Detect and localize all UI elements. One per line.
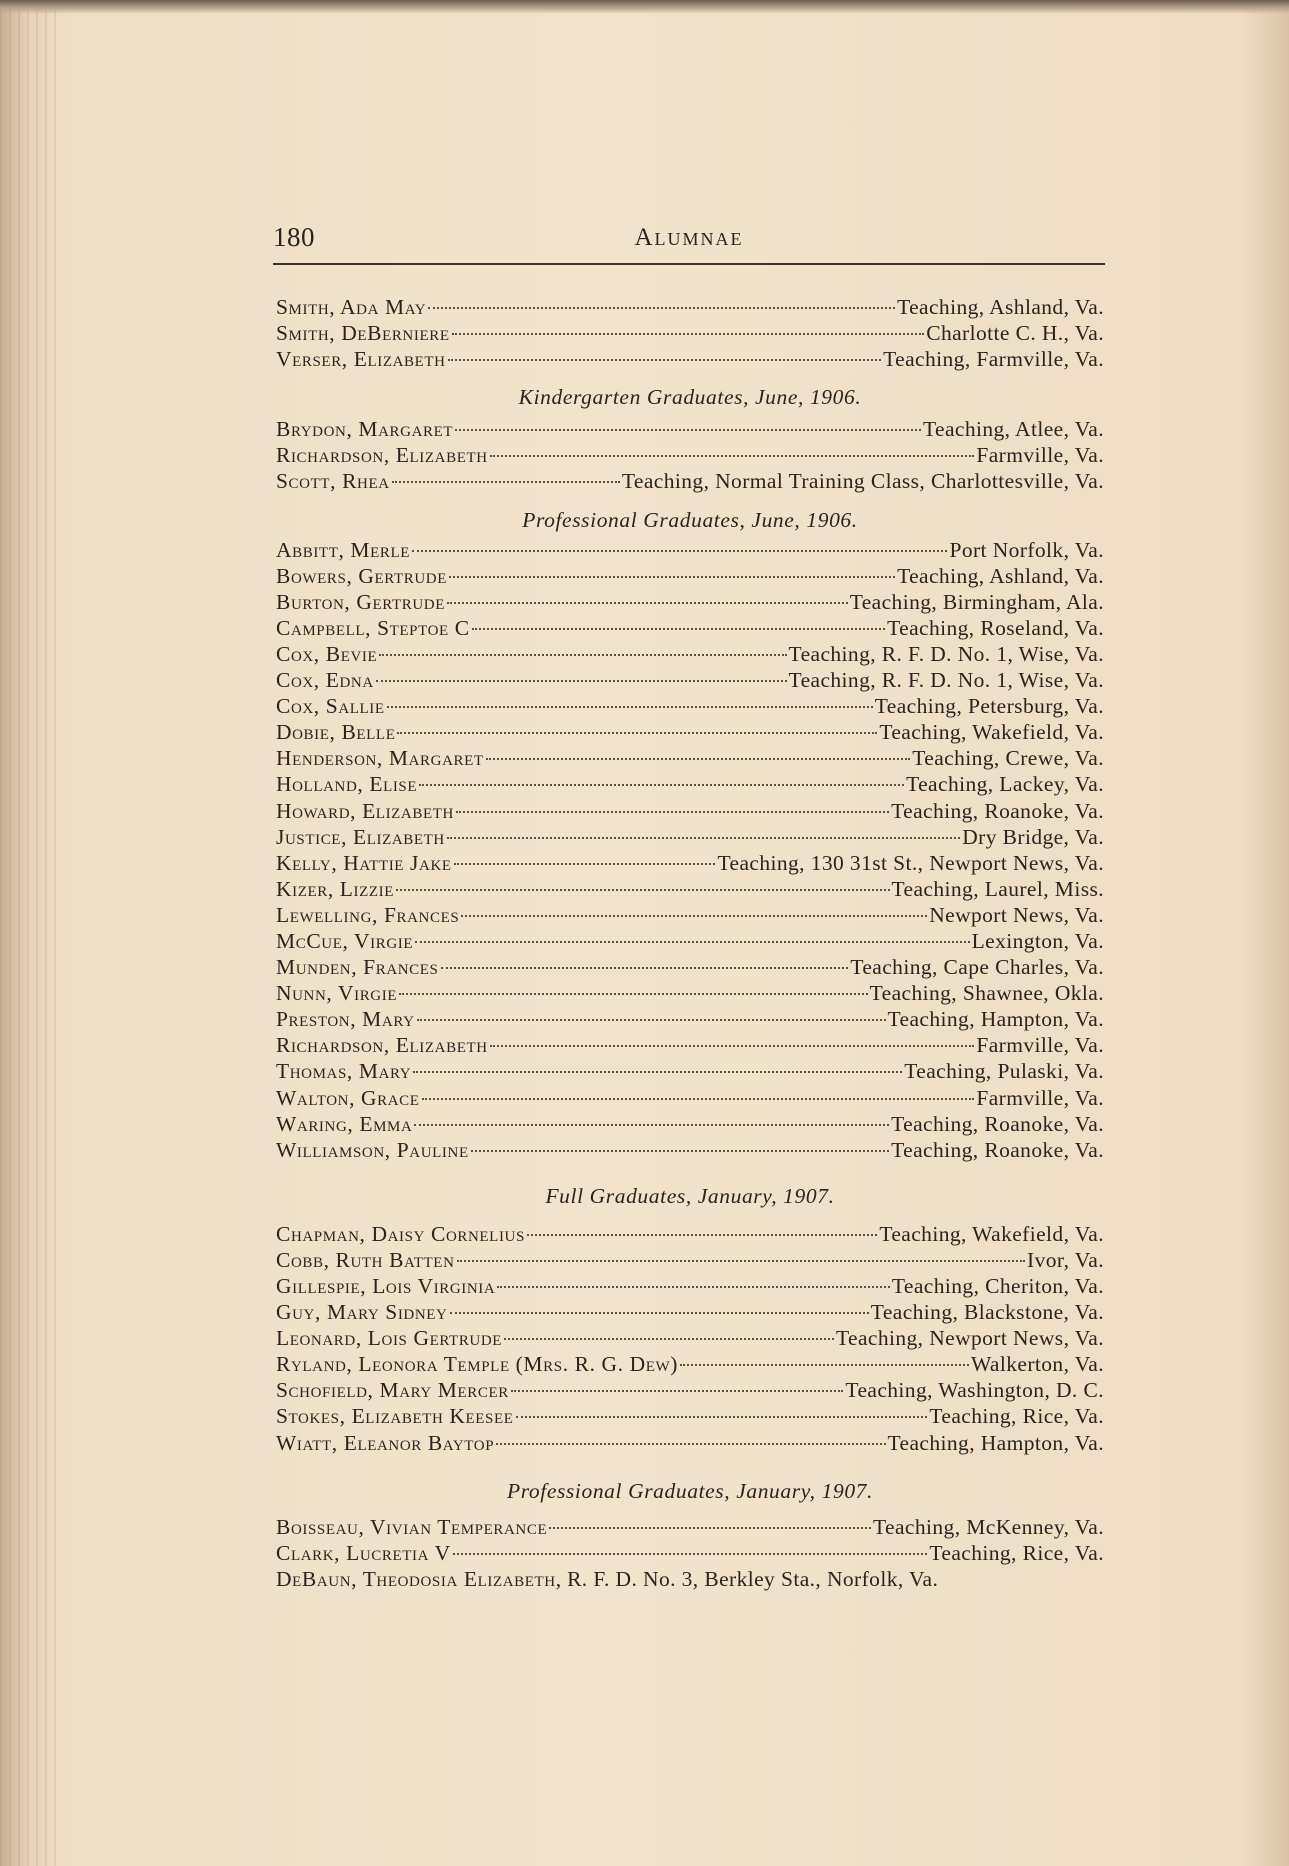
alumna-detail: Charlotte C. H., Va. <box>926 321 1104 346</box>
list-item <box>276 1006 1104 1032</box>
alumna-detail: Walkerton, Va. <box>970 1352 1104 1377</box>
spacer <box>276 1163 1104 1183</box>
section-heading: Full Graduates, January, 1907. <box>545 1183 835 1208</box>
alumna-detail: Teaching, Normal Training Class, Charlottesville, Va. <box>621 469 1104 494</box>
alumna-name: Guy, Mary Sidney <box>276 1300 448 1325</box>
list-item <box>276 876 1104 902</box>
alumna-detail: Farmville, Va. <box>976 1085 1104 1110</box>
dot-leader <box>447 602 848 604</box>
dot-leader <box>461 915 927 917</box>
alumna-detail: Dry Bridge, Va. <box>962 824 1104 849</box>
alumna-detail: Teaching, Shawnee, Okla. <box>869 981 1104 1006</box>
dot-leader <box>472 628 885 630</box>
dot-leader <box>497 1286 890 1288</box>
alumna-detail: Lexington, Va. <box>971 928 1104 953</box>
alumna-name: Boisseau, Vivian Temperance <box>276 1514 548 1539</box>
list-item <box>276 346 1104 372</box>
alumna-detail: Newport News, Va. <box>929 902 1104 927</box>
list-item <box>276 416 1104 442</box>
alumna-name: Chapman, Daisy Cornelius <box>276 1221 525 1246</box>
section-kindergarten-1906 <box>276 416 1104 494</box>
dot-leader <box>680 1364 969 1366</box>
dot-leader <box>392 481 620 483</box>
alumna-name: Nunn, Virgie <box>276 981 398 1006</box>
list-item <box>276 693 1104 719</box>
alumna-name: Cox, Sallie <box>276 694 385 719</box>
section-heading: Professional Graduates, January, 1907. <box>507 1478 873 1503</box>
alumna-detail: Teaching, R. F. D. No. 1, Wise, Va. <box>788 641 1104 666</box>
alumna-detail: Teaching, Rice, Va. <box>929 1404 1104 1429</box>
dot-leader <box>452 333 925 335</box>
alumna-detail: Teaching, Petersburg, Va. <box>874 694 1104 719</box>
list-item <box>276 1058 1104 1084</box>
dot-leader <box>549 1527 871 1529</box>
alumna-name: Henderson, Margaret <box>276 746 484 771</box>
dot-leader <box>455 429 921 431</box>
alumna-name: Munden, Frances <box>276 955 439 980</box>
alumna-detail: Teaching, Ashland, Va. <box>897 563 1104 588</box>
alumna-name: Lewelling, Frances <box>276 902 460 927</box>
dot-leader <box>454 863 716 865</box>
list-item <box>276 1137 1104 1163</box>
alumna-name: Campbell, Steptoe C <box>276 615 470 640</box>
spacer <box>276 1456 1104 1478</box>
alumna-detail: Teaching, McKenney, Va. <box>873 1514 1104 1539</box>
alumna-detail: Teaching, Roanoke, Va. <box>891 1111 1104 1136</box>
dot-leader <box>496 1443 885 1445</box>
alumna-detail: Teaching, Pulaski, Va. <box>904 1059 1104 1084</box>
alumna-name: Dobie, Belle <box>276 720 396 745</box>
alumna-name: Holland, Elise <box>276 772 418 797</box>
alumna-detail: Teaching, 130 31st St., Newport News, Va. <box>717 850 1104 875</box>
alumna-name: Thomas, Mary <box>276 1059 412 1084</box>
alumna-name: Cobb, Ruth Batten <box>276 1247 455 1272</box>
alumna-detail: Teaching, Newport News, Va. <box>835 1326 1104 1351</box>
dot-leader <box>414 1124 889 1126</box>
dot-leader <box>527 1234 877 1236</box>
dot-leader <box>456 811 889 813</box>
dot-leader <box>376 680 787 682</box>
alumna-detail: Teaching, Cheriton, Va. <box>891 1274 1104 1298</box>
list-item <box>276 1273 1104 1299</box>
alumna-name: Richardson, Elizabeth <box>276 1033 488 1058</box>
alumna-name: Schofield, Mary Mercer <box>276 1378 509 1403</box>
alumna-name: Brydon, Margaret <box>276 417 454 442</box>
dot-leader <box>417 1019 886 1021</box>
page-header <box>273 218 1105 258</box>
list-item <box>276 850 1104 876</box>
spacer <box>276 495 1104 507</box>
dot-leader <box>490 455 975 457</box>
list-item <box>276 771 1104 797</box>
dot-leader <box>457 1260 1026 1262</box>
alumna-detail: Teaching, Wakefield, Va. <box>879 720 1104 745</box>
section-professional-1906 <box>276 537 1104 1163</box>
list-item <box>276 563 1104 589</box>
alumna-detail: Ivor, Va. <box>1027 1247 1104 1272</box>
alumna-detail: Teaching, Roanoke, Va. <box>891 1137 1104 1162</box>
list-item <box>276 1514 1104 1540</box>
list-item <box>276 1540 1104 1566</box>
alumna-name: Clark, Lucretia V <box>276 1540 451 1565</box>
dot-leader <box>428 307 895 309</box>
list-item <box>276 320 1104 346</box>
alumna-detail: Teaching, Cape Charles, Va. <box>850 955 1104 980</box>
list-item <box>276 1325 1104 1351</box>
dot-leader <box>413 1071 902 1073</box>
dot-leader <box>419 784 904 786</box>
dot-leader <box>397 732 877 734</box>
list-item <box>276 294 1104 320</box>
dot-leader <box>412 550 947 552</box>
alumna-name: Richardson, Elizabeth <box>276 443 488 468</box>
list-item <box>276 1351 1104 1377</box>
alumna-detail: Teaching, Roseland, Va. <box>887 615 1104 640</box>
running-title: Alumnae <box>634 224 744 251</box>
alumna-name: DeBaun, Theodosia Elizabeth, <box>276 1566 562 1591</box>
list-item <box>276 1299 1104 1325</box>
alumna-detail: Teaching, R. F. D. No. 1, Wise, Va. <box>788 668 1104 693</box>
alumna-detail: Teaching, Laurel, Miss. <box>891 876 1104 901</box>
list-item <box>276 537 1104 563</box>
alumna-name: Williamson, Pauline <box>276 1137 469 1162</box>
section-heading: Professional Graduates, June, 1906. <box>522 507 858 532</box>
alumna-name: Bowers, Gertrude <box>276 563 447 588</box>
dot-leader <box>399 993 868 995</box>
alumna-name: Cox, Edna <box>276 668 374 693</box>
alumna-detail: Port Norfolk, Va. <box>949 537 1104 562</box>
alumna-detail: Teaching, Rice, Va. <box>929 1540 1104 1565</box>
alumna-detail: Teaching, Hampton, Va. <box>887 1007 1104 1032</box>
page-number: 180 <box>273 222 315 252</box>
alumna-name: Scott, Rhea <box>276 469 390 494</box>
list-item <box>276 641 1104 667</box>
spacer <box>276 372 1104 384</box>
alumna-detail: Teaching, Hampton, Va. <box>887 1430 1104 1455</box>
alumna-name: Smith, DeBerniere <box>276 321 450 346</box>
page-top-shadow <box>0 0 1289 14</box>
section-full-1907 <box>276 1221 1104 1456</box>
header-rule <box>273 263 1105 265</box>
alumna-detail: R. F. D. No. 3, Berkley Sta., Norfolk, Va. <box>567 1566 939 1591</box>
alumna-name: Justice, Elizabeth <box>276 824 445 849</box>
dot-leader <box>396 889 890 891</box>
dot-leader <box>471 1150 889 1152</box>
dot-leader <box>448 359 882 361</box>
list-item <box>276 667 1104 693</box>
alumna-detail: Teaching, Washington, D. C. <box>845 1378 1104 1403</box>
alumna-name: Kelly, Hattie Jake <box>276 850 452 875</box>
list-item <box>276 798 1104 824</box>
list-item <box>276 615 1104 641</box>
alumna-name: Preston, Mary <box>276 1007 415 1032</box>
alumna-detail: Farmville, Va. <box>976 443 1104 468</box>
dot-leader <box>516 1416 928 1418</box>
list-item <box>276 1221 1104 1247</box>
list-item <box>276 1403 1104 1429</box>
dot-leader <box>490 1045 975 1047</box>
alumna-detail: Teaching, Farmville, Va. <box>883 347 1104 372</box>
dot-leader <box>379 654 786 656</box>
section-heading: Kindergarten Graduates, June, 1906. <box>518 385 862 410</box>
dot-leader <box>387 706 873 708</box>
alumna-name: Walton, Grace <box>276 1085 420 1110</box>
dot-leader <box>453 1553 928 1555</box>
alumna-detail: Teaching, Ashland, Va. <box>897 295 1104 319</box>
alumna-name: Smith, Ada May <box>276 295 427 319</box>
list-item <box>276 1430 1104 1456</box>
dot-leader <box>486 758 911 760</box>
alumna-detail: Teaching, Lackey, Va. <box>906 772 1104 797</box>
alumna-name: Abbitt, Merle <box>276 537 411 562</box>
list-item <box>276 442 1104 468</box>
list-item <box>276 745 1104 771</box>
list-item <box>276 928 1104 954</box>
alumna-detail: Teaching, Blackstone, Va. <box>870 1300 1104 1325</box>
list-item <box>276 589 1104 615</box>
alumna-name: Wiatt, Eleanor Baytop <box>276 1430 495 1455</box>
alumnae-list <box>276 294 1104 1592</box>
alumna-detail: Teaching, Crewe, Va. <box>912 746 1104 771</box>
alumna-name: Stokes, Elizabeth Keesee <box>276 1404 514 1429</box>
section-intro <box>276 294 1104 372</box>
list-item <box>276 1111 1104 1137</box>
dot-leader <box>511 1390 844 1392</box>
dot-leader <box>504 1338 834 1340</box>
list-item <box>276 902 1104 928</box>
list-item <box>276 824 1104 850</box>
alumna-detail: Farmville, Va. <box>976 1033 1104 1058</box>
list-item <box>276 954 1104 980</box>
alumna-name: Ryland, Leonora Temple (Mrs. R. G. Dew) <box>276 1352 679 1377</box>
dot-leader <box>450 1312 869 1314</box>
spacer <box>276 1209 1104 1221</box>
alumna-name: Cox, Bevie <box>276 641 378 666</box>
page-edge-stack <box>0 0 60 1866</box>
alumna-name: McCue, Virgie <box>276 928 414 953</box>
list-item <box>276 1566 1104 1592</box>
alumna-detail: Teaching, Birmingham, Ala. <box>849 589 1104 614</box>
dot-leader <box>422 1098 975 1100</box>
alumna-name: Burton, Gertrude <box>276 589 445 614</box>
dot-leader <box>449 576 895 578</box>
dot-leader <box>415 941 969 943</box>
dot-leader <box>441 967 849 969</box>
alumna-name: Howard, Elizabeth <box>276 798 454 823</box>
alumna-name: Kizer, Lizzie <box>276 876 395 901</box>
list-item <box>276 1032 1104 1058</box>
alumna-name: Verser, Elizabeth <box>276 347 446 372</box>
list-item <box>276 1085 1104 1111</box>
alumna-detail: Teaching, Wakefield, Va. <box>879 1221 1104 1246</box>
alumna-detail: Teaching, Atlee, Va. <box>922 417 1104 442</box>
alumna-name: Gillespie, Lois Virginia <box>276 1274 496 1298</box>
list-item <box>276 719 1104 745</box>
list-item <box>276 1247 1104 1273</box>
list-item <box>276 468 1104 494</box>
alumna-name: Leonard, Lois Gertrude <box>276 1326 503 1351</box>
alumna-name: Waring, Emma <box>276 1111 413 1136</box>
list-item <box>276 980 1104 1006</box>
list-item <box>276 1377 1104 1403</box>
section-professional-1907 <box>276 1514 1104 1592</box>
dot-leader <box>447 837 960 839</box>
alumna-detail: Teaching, Roanoke, Va. <box>891 798 1104 823</box>
spacer <box>276 1504 1104 1514</box>
